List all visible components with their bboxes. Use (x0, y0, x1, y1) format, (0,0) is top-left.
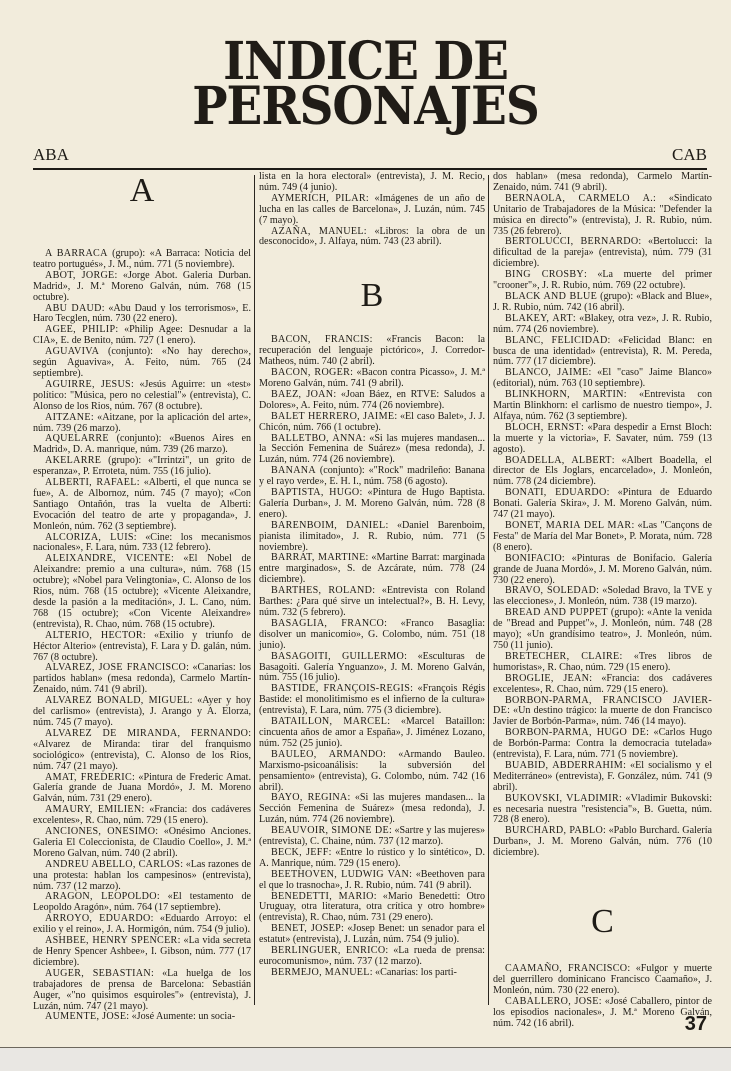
entry-list (493, 964, 712, 1029)
entry-reference: : «Si las mujeres mandasen... la Sección Femenina de Suárez» (mesa redonda), J. Luzán, núm. 774 (26 noviembre). (259, 432, 485, 466)
index-entry (493, 997, 712, 1030)
entry-person-name: BACON, FRANCIS (271, 334, 370, 346)
index-entry (259, 553, 485, 586)
section-letter-b: B (360, 277, 384, 315)
index-entry (33, 347, 251, 380)
entry-person-name: BLOCH, ERNST (505, 421, 581, 433)
entry-reference: (conjunto): «No hay derecho», según Aguaviva», A. Feito, núm. 765 (24 septiembre). (33, 346, 251, 379)
entry-reference: : «Soledad Bravo, la TVE y las elecciones», J. Monleón, núm. 738 (19 marzo). (493, 585, 712, 608)
entry-person-name: BAYO, REGINA (271, 792, 348, 804)
entry-person-name: BARTHES, ROLAND (271, 585, 373, 597)
entry-reference: : «Canarias: los parti- (369, 966, 457, 978)
index-entry (259, 717, 485, 750)
index-entry (493, 194, 712, 238)
entry-person-name: BLANCO, JAIME (505, 367, 589, 379)
index-entry (259, 466, 485, 488)
column-divider (254, 175, 255, 1005)
index-entry (493, 390, 712, 423)
entry-person-name: BURCHARD, PABLO (505, 825, 604, 837)
entry-reference: dos hablan» (mesa redonda), Carmelo Martín-Zenaido, núm. 741 (9 abril). (493, 171, 712, 193)
index-entry (493, 608, 712, 652)
entry-reference: : «El caso Balet», J. J. Chicón, núm. 766 (1 octubre). (259, 410, 485, 433)
index-entry (493, 456, 712, 489)
entry-reference: : «Franco Basaglia: disolver un manicomio», G. Colombo, núm. 751 (18 junio). (259, 617, 485, 651)
index-entry (259, 946, 485, 968)
index-entry (493, 172, 712, 194)
entry-person-name: BONET, MARIA DEL MAR (505, 520, 632, 531)
scan-margin (0, 1048, 731, 1071)
index-entry (259, 335, 485, 368)
range-start-heading: ABA (33, 145, 69, 164)
index-entry (493, 488, 712, 521)
entry-reference: : «Eduardo Arroyo: el exilio y el reino», J. A. Hormigón, núm. 754 (9 julio). (33, 913, 251, 936)
entry-person-name: BALET HERRERO, JAIME (271, 410, 395, 422)
entry-person-name: BACON, ROGER (271, 367, 351, 379)
index-entry (259, 652, 485, 685)
entry-reference: : «Felicidad Blanc: en busca de una identidad» (entrevista), R. M. Pereda, núm. 777 (17 diciembre). (493, 334, 712, 368)
entry-person-name: AQUELARRE (45, 433, 109, 445)
header-rule (33, 168, 707, 170)
entry-person-name: ALTERIO, HECTOR (45, 629, 143, 641)
entry-reference: : «Esculturas de Basagoiti. Galería Ynguanzo», J. M. Moreno Galván, núm. 755 (16 julio). (259, 650, 485, 684)
index-entry (493, 652, 712, 674)
entry-person-name: ALVAREZ, JOSE FRANCISCO (45, 662, 187, 674)
index-entry (259, 227, 485, 249)
entry-person-name: BAPTISTA, HUGO (271, 487, 360, 499)
entry-person-name: AGUIRRE, JESUS (45, 378, 131, 390)
index-entry (493, 674, 712, 696)
entry-person-name: AITZANE (45, 411, 91, 423)
entry-list (33, 249, 251, 1023)
index-entry (259, 521, 485, 554)
range-end-heading: CAB (672, 145, 707, 164)
entry-person-name: BLANC, FELICIDAD (505, 334, 608, 346)
entry-person-name: A BARRACA (45, 248, 108, 259)
entry-person-name: BENEDETTI, MARIO (271, 890, 374, 902)
index-entry (259, 619, 485, 652)
index-entry (33, 936, 251, 969)
entry-person-name: BORBON-PARMA, HUGO DE (505, 727, 647, 739)
section-letter-c: C (591, 903, 614, 941)
entry-person-name: BRAVO, SOLEDAD (505, 585, 597, 597)
entry-person-name: BONATI, EDUARDO (505, 487, 607, 499)
entry-reference: (grupo): «Ante la venida de "Bread and Puppet"», J. Monleón, núm. 748 (28 mayo); «Un grandísimo teatro», J. Monleón, núm. 750 (11 junio). (493, 607, 712, 651)
index-entry (33, 478, 251, 533)
entry-reference: : «Pinturas de Bonifacio. Galería grande de Juana Mordó», J. M. Moreno Galván, núm. 730 (22 enero). (493, 552, 712, 586)
index-entry (33, 914, 251, 936)
entry-reference: : «Entrevista con Martin Blinkhorn: el carlismo de nuestro tiempo», J. Alfaya, núm. 762 (3 septiembre). (493, 389, 712, 422)
index-entry (33, 271, 251, 304)
index-entry (493, 368, 712, 390)
entry-person-name: BAULEO, ARMANDO (271, 748, 384, 760)
index-entry (493, 270, 712, 292)
entry-reference: : «Fulgor y muerte del guerrillero dominicano Francisco Caamaño», J. Monleón, núm. 730 (22 enero). (493, 963, 712, 996)
index-entry (493, 423, 712, 456)
entry-reference: : «Las "Cançons de Festa" de María del Mar Bonet», P. Morata, núm. 728 (8 enero). (493, 520, 712, 553)
entry-person-name: BECK, JEFF (271, 846, 329, 858)
entry-reference: : «Marcel Bataillon: cincuenta años de amor a España», J. Jiménez Lozano, núm. 752 (25 junio). (259, 716, 486, 749)
index-entry (33, 554, 251, 630)
index-entry (493, 794, 712, 827)
index-entry (33, 456, 251, 478)
entry-person-name: BATAILLON, MARCEL (271, 716, 388, 728)
entry-reference: : «Para despedir a Ernst Bloch: la muerte y la victoria», F. Savater, núm. 759 (13 agosto). (493, 421, 712, 455)
entry-reference: : «Josep Benet: un senador para el estatut» (entrevista), J. Luzán, núm. 754 (9 julio). (259, 923, 485, 946)
index-entry (33, 249, 251, 271)
entry-list (493, 172, 712, 859)
index-entry (33, 773, 251, 806)
entry-reference: : «José Aumente: un socia- (126, 1011, 236, 1023)
entry-reference: lista en la hora electoral» (entrevista), J. M. Recio, núm. 749 (4 junio). (259, 171, 485, 193)
entry-reference: : «Alvarez de Miranda: tirar del franquismo sociológico» (entrevista), C. Alonso de los Rios, núm. 747 (21 mayo). (33, 727, 251, 772)
entry-person-name: BUABID, ABDERRAHIM (505, 759, 624, 771)
index-entry (259, 826, 485, 848)
index-entry (33, 533, 251, 555)
index-entry (259, 488, 485, 521)
entry-person-name: BLINKHORN, MARTIN (505, 389, 624, 401)
entry-person-name: ALBERTI, RAFAEL (45, 477, 137, 489)
entry-reference: : «El testamento de Leopoldo Aragón», núm. 764 (17 septiembre). (33, 891, 251, 914)
index-entry (259, 793, 485, 826)
entry-reference: : «El Nobel de Aleixandre: premio a una cultura», núm. 768 (15 octubre); «Nobel para Velingtonia», C. Alonso de los Rios, núm. 768 (15 octubre); «Vicente Aleixandre, desde la pasión a la meditación», J. L. Cano, núm. 768 (15 octubre); «Con Vicente Aleixandre» (entrevista), R. Chao, núm. 768 (15 octubre). (33, 553, 251, 630)
entry-person-name: CABALLERO, JOSE (505, 995, 599, 1007)
entry-person-name: AGUAVIVA (45, 346, 100, 358)
entry-person-name: BANANA (271, 465, 316, 477)
entry-person-name: ABOT, JORGE (45, 269, 115, 281)
index-entry (259, 684, 485, 717)
entry-reference: (grupo): «"Irrintzi", un grito de esperanza», P. Erroteta, núm. 755 (16 julio). (33, 455, 251, 478)
entry-reference: : «François Régis Bastide: el monolitimismo es el infierno de la cultura» (entrevista), F. Lara, núm. 775 (3 diciembre). (259, 683, 485, 717)
entry-reference: : «La rueda de prensa: eurocomunismo», núm. 737 (12 marzo). (259, 945, 485, 967)
index-entry (493, 336, 712, 369)
index-entry (493, 292, 712, 314)
entry-reference: : «La vida secreta de Henry Spencer Ashbee», I. Gibson, núm. 777 (17 diciembre). (33, 935, 251, 968)
index-entry (259, 412, 485, 434)
index-entry (493, 586, 712, 608)
entry-reference: : «Beethoven para el que lo trasnocha», J. R. Rubio, núm. 741 (9 abril). (259, 868, 486, 891)
index-entry (493, 761, 712, 794)
entry-person-name: BASAGOITI, GUILLERMO (271, 650, 405, 662)
entry-reference: : «La muerte del primer "crooner"», J. R. Rubio, núm. 769 (22 octubre). (493, 269, 712, 292)
index-entry (33, 663, 251, 696)
entry-person-name: AKELARRE (45, 455, 102, 467)
index-entry (259, 870, 485, 892)
entry-reference: (grupo): «Black and Blue», J. R. Rubio, núm. 742 (16 abril). (493, 290, 712, 313)
entry-reference: : «Albert Boadella, el director de Els Joglars, encarcelado», J. Monleón, núm. 778 (24 diciembre). (493, 454, 712, 488)
entry-person-name: BEETHOVEN, LUDWIG VAN (271, 868, 410, 880)
entry-person-name: BALLETBO, ANNA (271, 432, 363, 444)
index-column-1 (33, 172, 251, 1023)
index-entry (493, 728, 712, 761)
entry-reference: : «Francia: dos cadáveres excelentes», R. Chao, núm. 729 (15 enero). (493, 672, 712, 695)
entry-reference: : «Libros: la obra de un desconocido», J. Alfaya, núm. 743 (23 abril). (259, 225, 485, 248)
entry-reference: : «Francia: dos cadáveres excelentes», R. Chao, núm. 729 (15 enero). (33, 804, 251, 827)
entry-reference: : «Jesús Aguirre: un «test» político: "Música, pero no celestial"» (entrevista), C. Alonso de los Rios, núm. 767 (8 octubre). (33, 378, 251, 412)
entry-reference: (grupo): «A Barraca: Noticia del teatro portugués», J. M., núm. 771 (5 noviembre). (33, 248, 251, 270)
index-entry (493, 826, 712, 859)
index-entry (493, 314, 712, 336)
entry-reference: : «Entrevista con Roland Barthes: ¿Para qué sirve un intelectual?», B. H. Levy, núm. 732 (5 febrero). (259, 585, 485, 618)
entry-person-name: AYMERICH, PILAR (271, 192, 366, 204)
index-entry (33, 1012, 251, 1023)
entry-person-name: BARENBOIM, DANIEL (271, 519, 386, 531)
entry-reference: : «Exilio y triunfo de Héctor Alterio» (entrevista), F. Lara y D. galán, núm. 767 (8 octubre). (33, 629, 251, 663)
entry-reference: : «Mario Benedetti: Otro Uruguay, otra literatura, otra crítica y otro hombre» (entrevista), R. Chao, núm. 731 (29 enero). (259, 890, 486, 924)
entry-reference: : «El "caso" Jaime Blanco» (editorial), núm. 763 (10 septiembre). (493, 367, 712, 390)
index-entry (33, 969, 251, 1013)
entry-reference: : «Jorge Abot. Galeria Durban. Madrid», J. M.ª Moreno Galván, núm. 768 (15 octubre). (33, 269, 251, 303)
entry-reference: : «Bertolucci: la dificultad de la pareja» (entrevista), núm. 779 (31 diciembre). (493, 236, 712, 270)
entry-person-name: BERNAOLA, CARMELO A. (505, 192, 654, 204)
entry-reference: : «Pintura de Eduardo Bonati. Galería Skira», J. M. Moreno Galván, núm. 747 (21 mayo). (493, 487, 712, 521)
entry-person-name: ARAGON, LEOPOLDO (45, 891, 157, 903)
entry-person-name: BORBON-PARMA, FRANCISCO JAVIER-DE (493, 694, 712, 717)
index-entry (259, 750, 485, 794)
entry-reference: : «Francis Bacon: la recuperación del lenguaje pictórico», J. Corredor-Matheos, núm. 740 (2 abril). (259, 334, 485, 368)
entry-person-name: AGEE, PHILIP (45, 324, 116, 336)
entry-person-name: BREAD AND PUPPET (505, 607, 608, 619)
entry-person-name: BONIFACIO (505, 552, 562, 564)
entry-person-name: BASTIDE, FRANÇOIS-REGIS (271, 683, 411, 695)
entry-person-name: ANDREU ABELLO, CARLOS (45, 858, 181, 870)
entry-person-name: CAAMAÑO, FRANCISCO (505, 963, 628, 975)
index-entry (33, 631, 251, 664)
index-entry (259, 848, 485, 870)
entry-reference: : «Canarias: los partidos hablan» (mesa redonda), Carmelo Martín-Zenaido, núm. 741 (9 abril). (33, 662, 251, 696)
entry-reference: : «José Caballero, pintor de los episodios nacionales», J. M.ª Moreno Galván, núm. 742 (16 abril). (493, 995, 713, 1029)
entry-person-name: BERLINGUER, ENRICO (271, 945, 386, 957)
entry-reference: : «Si las mujeres mandasen... la Sección Femenina de Suárez» (mesa redonda), J. Luzán, núm. 774 (26 noviembre). (259, 792, 485, 826)
entry-reference: (conjunto): «Buenos Aires en Madrid», D. A. manrique, núm. 739 (26 marzo). (33, 433, 251, 456)
entry-person-name: ANCIONES, ONESIMO (45, 826, 156, 838)
page-title-line-1: INDICE DE (223, 31, 508, 93)
index-entry (259, 892, 485, 925)
entry-person-name: AZAÑA, MANUEL (271, 225, 364, 237)
index-entry (33, 860, 251, 893)
index-entry (33, 380, 251, 413)
index-entry (33, 413, 251, 435)
index-entry (259, 968, 485, 979)
entry-reference: : «Bacon contra Picasso», J. M.ª Moreno Galván, núm. 741 (9 abril). (259, 367, 485, 389)
index-entry (259, 390, 485, 412)
index-entry (33, 325, 251, 347)
entry-person-name: BASAGLIA, FRANCO (271, 617, 385, 629)
entry-reference: : «Carlos Hugo de Borbón-Parma: Contra la democracia tutelada» (entrevista), F. Lara, núm. 771 (5 noviembre). (493, 727, 712, 761)
index-entry (259, 924, 485, 946)
index-entry (33, 696, 251, 729)
entry-person-name: BOADELLA, ALBERT (505, 454, 612, 466)
index-entry (259, 194, 485, 227)
entry-reference: (conjunto): «"Rock" madrileño: Banana y el rayo verde», E. H. I., núm. 758 (6 agosto). (259, 465, 485, 488)
entry-person-name: AMAURY, EMILIEN (45, 804, 142, 816)
entry-reference: : «Imágenes de un año de lucha en las calles de Barcelona», J. Luzán, núm. 745 (7 mayo). (259, 192, 485, 226)
entry-reference: : «Cine: los mecanismos nacionales», F. Lara, núm. 733 (12 febrero). (33, 531, 252, 554)
page-title-line-2: PERSONAJES (192, 75, 539, 138)
index-entry (259, 586, 485, 619)
entry-person-name: BING CROSBY (505, 269, 584, 281)
index-entry (493, 237, 712, 270)
entry-reference: : «Martine Barrat: marginada entre marginados», S. de Azcárate, núm. 778 (24 diciembre). (259, 552, 485, 586)
index-entry (33, 729, 251, 773)
entry-person-name: BENET, JOSEP (271, 923, 342, 935)
index-entry (33, 827, 251, 860)
entry-reference: : «Daniel Barenboim, pianista ilimitado», J. R. Rubio, núm. 771 (5 noviembre). (259, 519, 485, 553)
entry-reference: : «Tres libros de humoristas», R. Chao, núm. 729 (15 enero). (493, 650, 712, 673)
entry-person-name: BAEZ, JOAN (271, 388, 334, 400)
entry-reference: : «La huelga de los trabajadores de prensa de Barcelona: Sebastián Auger, «"no quisimos esquiroles"» (entrevista), J. Luzán, núm. 747 (21 mayo). (33, 967, 251, 1012)
entry-reference: : «Pintura de Hugo Baptista. Galería Durban», J. M. Moreno Galván, núm. 728 (8 enero). (259, 487, 485, 520)
entry-person-name: ASHBEE, HENRY SPENCER (45, 935, 178, 947)
entry-reference: : «Onésimo Anciones. Galeria El Coleccionista, de Claudio Coello», J. M.ª Moreno Galvan, núm. 740 (2 abril). (33, 826, 251, 859)
index-entry (493, 554, 712, 587)
entry-reference: : «Armando Bauleo. Marxismo-psicoanálisis: la subversión del pensamiento» (entrevista), G. Colombo, núm. 742 (16 abril). (259, 748, 486, 793)
entry-reference: : «Vladimir Bukovski: es necesaria nuestra "resistencia"», B. Guetta, núm. 728 (8 enero). (493, 792, 713, 826)
entry-person-name: BARRAT, MARTINE (271, 552, 366, 564)
entry-reference: : «Ayer y hoy del carlismo» (entrevista), J. Arango y A. Elorza, núm. 745 (7 mayo). (33, 695, 251, 728)
entry-reference: : «El socialismo y el Mediterráneo» (entrevista), F. González, núm. 741 (9 abril). (493, 759, 712, 793)
entry-reference: : «Las razones de una protesta: hablan los campesinos» (entrevista), núm. 737 (12 marzo). (33, 858, 251, 892)
entry-person-name: BUKOVSKI, VLADIMIR (505, 792, 619, 804)
entry-person-name: BRETECHER, CLAIRE (505, 650, 620, 662)
column-divider (488, 175, 489, 1005)
entry-person-name: AUGER, SEBASTIAN (45, 967, 151, 979)
index-entry (33, 304, 251, 326)
entry-person-name: BERMEJO, MANUEL (271, 966, 370, 978)
entry-person-name: AUMENTE, JOSE (45, 1011, 127, 1023)
entry-person-name: ABU DAUD (45, 302, 102, 314)
entry-reference: : «Pablo Burchard. Galería Durban», J. M. Moreno Galván, núm. 776 (10 diciembre). (493, 825, 712, 859)
entry-person-name: ALVAREZ DE MIRANDA, FERNANDO (45, 727, 249, 739)
entry-reference: : «Un destino trágico: la muerte de don Francisco Javier de Borbón-Parma», núm. 746 (14 mayo). (493, 705, 712, 728)
entry-person-name: ALVAREZ BONALD, MIGUEL (45, 695, 190, 707)
entry-person-name: ALEIXANDRE, VICENTE (45, 553, 171, 565)
index-entry (493, 521, 712, 554)
entry-reference: : «Aitzane, por la aplicación del arte», núm. 739 (26 marzo). (33, 411, 251, 434)
entry-reference: : «Blakey, otra vez», J. R. Rubio, núm. 774 (26 noviembre). (493, 312, 712, 335)
index-entry (259, 172, 485, 194)
entry-person-name: BLAKEY, ART (505, 312, 573, 324)
entry-person-name: BERTOLUCCI, BERNARDO (505, 236, 639, 248)
entry-reference: : «Sindicato Unitario de Trabajadores de la Música: "Defender la música en directo"» (entrevista), J. R. Rubio, núm. 735 (26 febrero). (493, 192, 712, 237)
entry-reference: : «Abu Daud y los terrorismos», E. Haro Tecglen, núm. 730 (22 enero). (33, 302, 251, 325)
entry-list (259, 172, 485, 248)
entry-person-name: BLACK AND BLUE (505, 290, 598, 302)
page-number: 37 (684, 1013, 707, 1035)
entry-person-name: BROGLIE, JEAN (505, 672, 590, 684)
section-letter-a: A (129, 172, 155, 209)
page-title (0, 31, 731, 138)
index-entry (33, 805, 251, 827)
index-column-2 (259, 172, 485, 979)
entry-list (259, 335, 485, 978)
entry-person-name: AMAT, FREDERIC (45, 771, 132, 783)
entry-reference: : «Sartre y las mujeres» (entrevista), C. Chaine, núm. 737 (12 marzo). (259, 825, 485, 848)
index-entry (33, 892, 251, 914)
entry-person-name: ALCORIZA, LUIS (45, 531, 134, 543)
entry-reference: : «Alberti, el que nunca se fue», A. de Albornoz, núm. 745 (7 mayo); «Con Santiago Ontañón, tras la vuelta de Alberti: Evocación del teatro de arte y propaganda», J. Monleón, núm. 762 (3 septiembre). (33, 477, 252, 532)
index-entry (259, 434, 485, 467)
index-column-3 (493, 172, 712, 1030)
entry-reference: : «Entre lo rústico y lo sintético», D. A. Manrique, núm. 729 (15 enero). (259, 846, 485, 869)
entry-person-name: BEAUVOIR, SIMONE DE (271, 825, 389, 837)
entry-reference: : «Joan Báez, en RTVE: Saludos a Dolores», A. Feito, núm. 774 (26 noviembre). (259, 388, 485, 411)
entry-reference: : «Philip Agee: Desnudar a la CIA», E. de Benito, núm. 727 (1 enero). (33, 324, 251, 347)
index-entry (33, 434, 251, 456)
index-entry (493, 696, 712, 729)
index-entry (259, 368, 485, 390)
entry-person-name: ARROYO, EDUARDO (45, 913, 151, 925)
entry-reference: : «Pintura de Frederic Amat. Galería grande de Juana Mordó», J. M. Moreno Galván, núm. 731 (29 enero). (33, 771, 251, 805)
index-entry (493, 964, 712, 997)
